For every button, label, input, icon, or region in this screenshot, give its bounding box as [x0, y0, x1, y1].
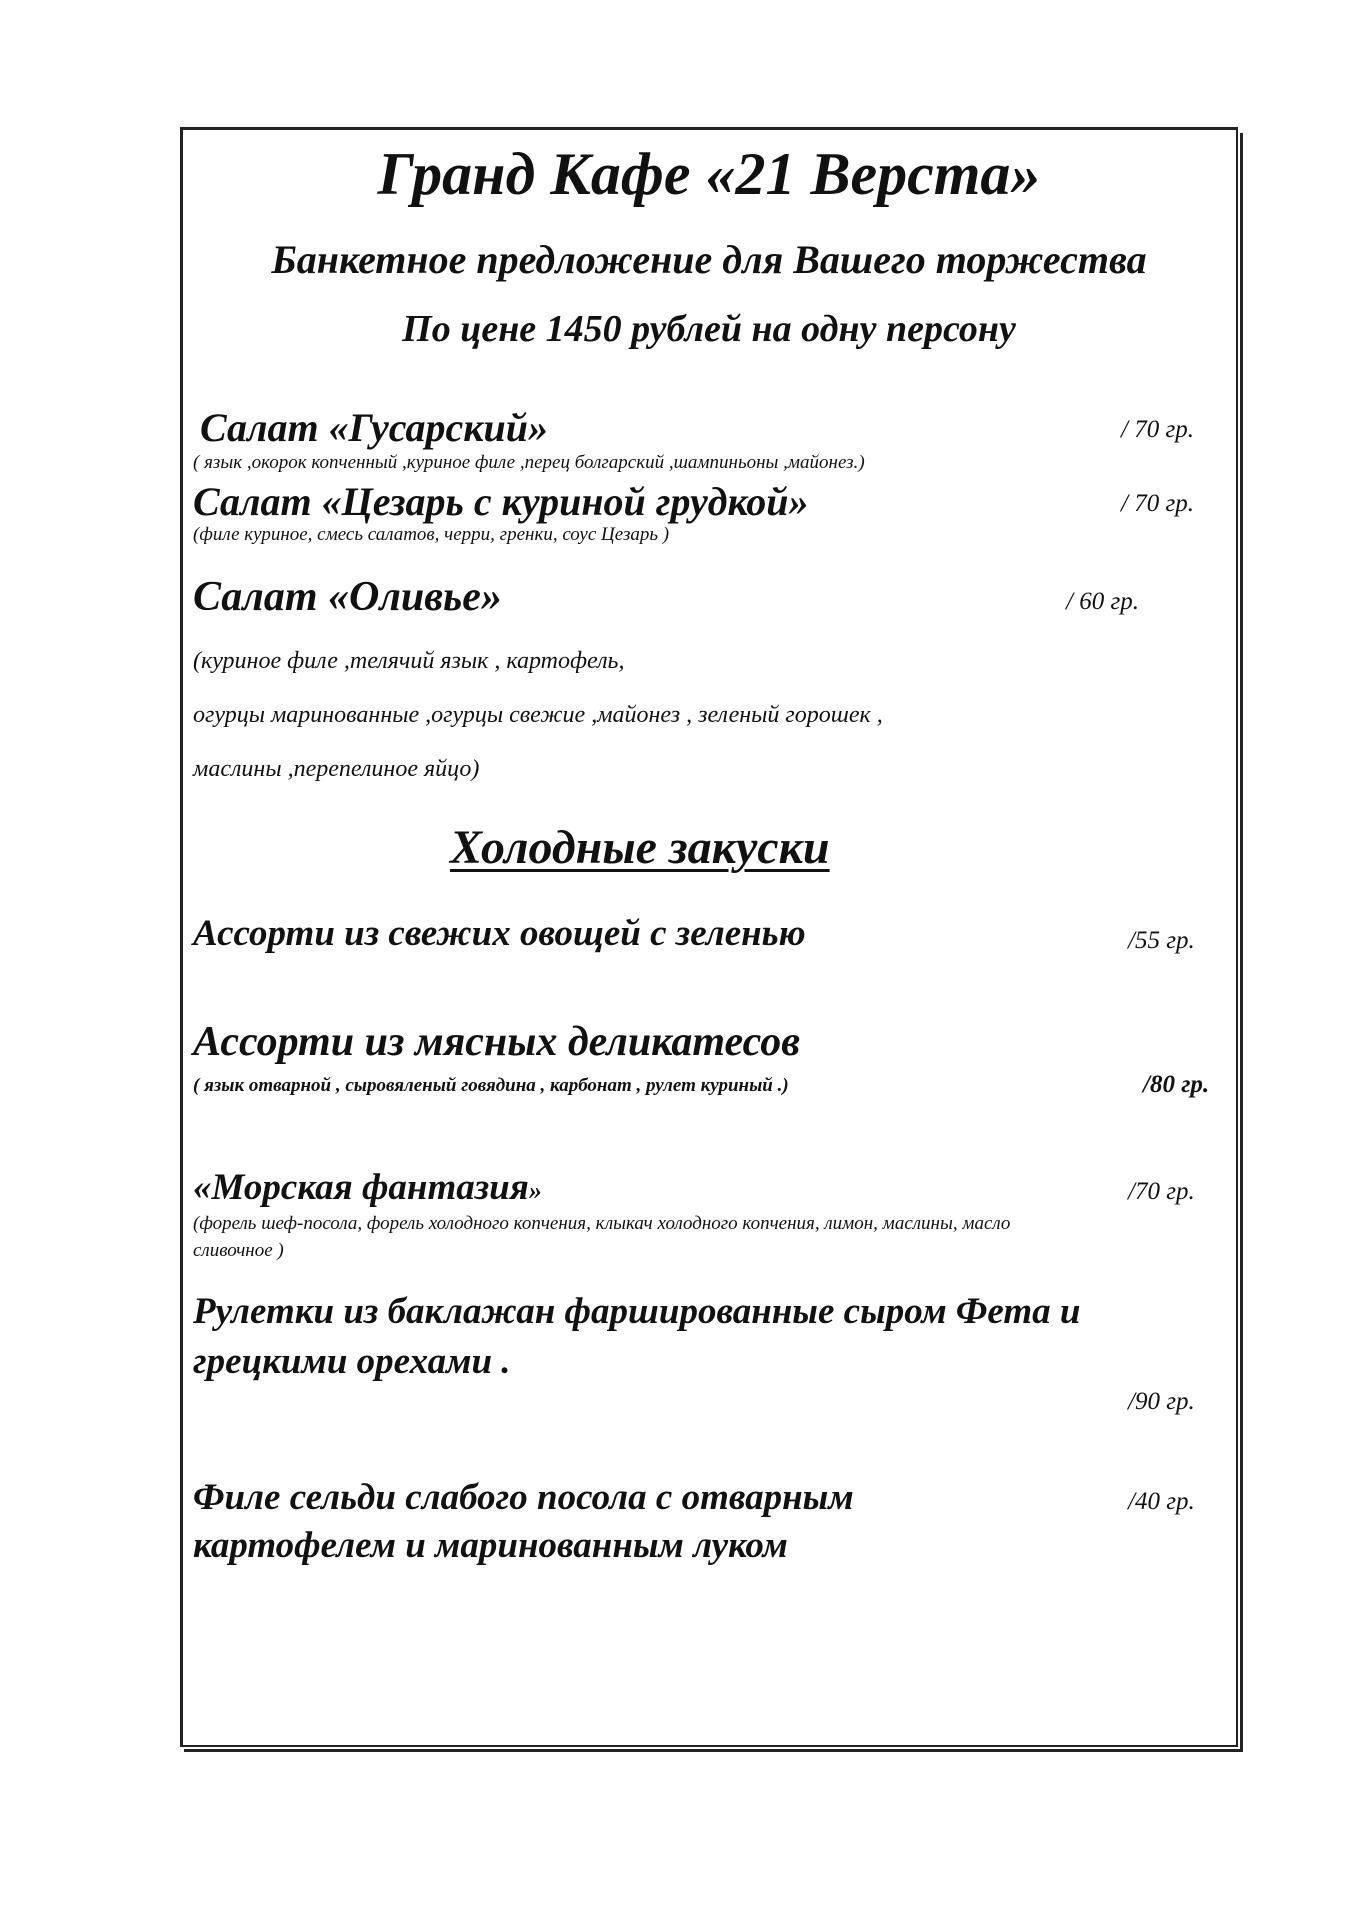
menu-item-description: ( язык отварной , сыровяленый говядина , карбонат , рулет куриный .)	[193, 1075, 789, 1096]
section-title-cold-appetizers: Холодные закуски	[450, 821, 830, 874]
menu-item-weight: /70 гр.	[1128, 1178, 1195, 1205]
menu-item-description: огурцы маринованные ,огурцы свежие ,майонез , зеленый горошек ,	[193, 702, 883, 728]
menu-item-weight: / 70 гр.	[1121, 490, 1194, 517]
menu-item-weight: /90 гр.	[1128, 1388, 1195, 1415]
menu-item-name: Салат «Оливье»	[193, 574, 502, 620]
menu-item-weight: /55 гр.	[1128, 927, 1195, 954]
menu-item-weight: /40 гр.	[1128, 1488, 1195, 1515]
menu-item-weight: / 60 гр.	[1066, 588, 1139, 615]
banquet-subtitle: Банкетное предложение для Вашего торжества	[271, 237, 1147, 282]
menu-item-description: (форель шеф-посола, форель холодного копчения, клыкач холодного копчения, лимон, маслины, масло	[193, 1213, 1011, 1234]
price-per-person: По цене 1450 рублей на одну персону	[402, 308, 1016, 350]
menu-item-description: ( язык ,окорок копченный ,куриное филе ,перец болгарский ,шампиньоны ,майонез.)	[193, 452, 865, 473]
menu-item-description: (филе куриное, смесь салатов, черри, гренки, соус Цезарь )	[193, 524, 670, 545]
menu-item-name: Филе сельди слабого посола с отварным	[193, 1477, 854, 1518]
frame-shadow-right	[1240, 133, 1243, 1751]
menu-item-name: Ассорти из свежих овощей с зеленью	[193, 913, 806, 954]
menu-item-name: Рулетки из баклажан фаршированные сыром Фета и	[193, 1291, 1081, 1332]
menu-item-name: Салат «Гусарский»	[200, 405, 549, 450]
menu-item-weight: /80 гр.	[1143, 1071, 1210, 1098]
menu-item-weight: / 70 гр.	[1121, 416, 1194, 443]
menu-item-name-end: »	[528, 1176, 542, 1205]
menu-item-description: (куриное филе ,телячий язык , картофель,	[193, 648, 625, 674]
menu-item-name-main: «Морская фантазия	[193, 1167, 529, 1208]
menu-item-name	[193, 1166, 542, 1209]
menu-item-name: грецкими орехами .	[193, 1341, 511, 1382]
menu-item-description: сливочное )	[193, 1240, 284, 1261]
menu-item-description: маслины ,перепелиное яйцо)	[193, 756, 480, 782]
menu-item-name: Ассорти из мясных деликатесов	[193, 1019, 800, 1065]
menu-item-name: картофелем и маринованным луком	[193, 1525, 788, 1566]
cafe-title: Гранд Кафе «21 Верста»	[377, 141, 1041, 207]
menu-item-name: Салат «Цезарь с куриной грудкой»	[193, 479, 809, 524]
frame-shadow-bottom	[184, 1749, 1243, 1752]
